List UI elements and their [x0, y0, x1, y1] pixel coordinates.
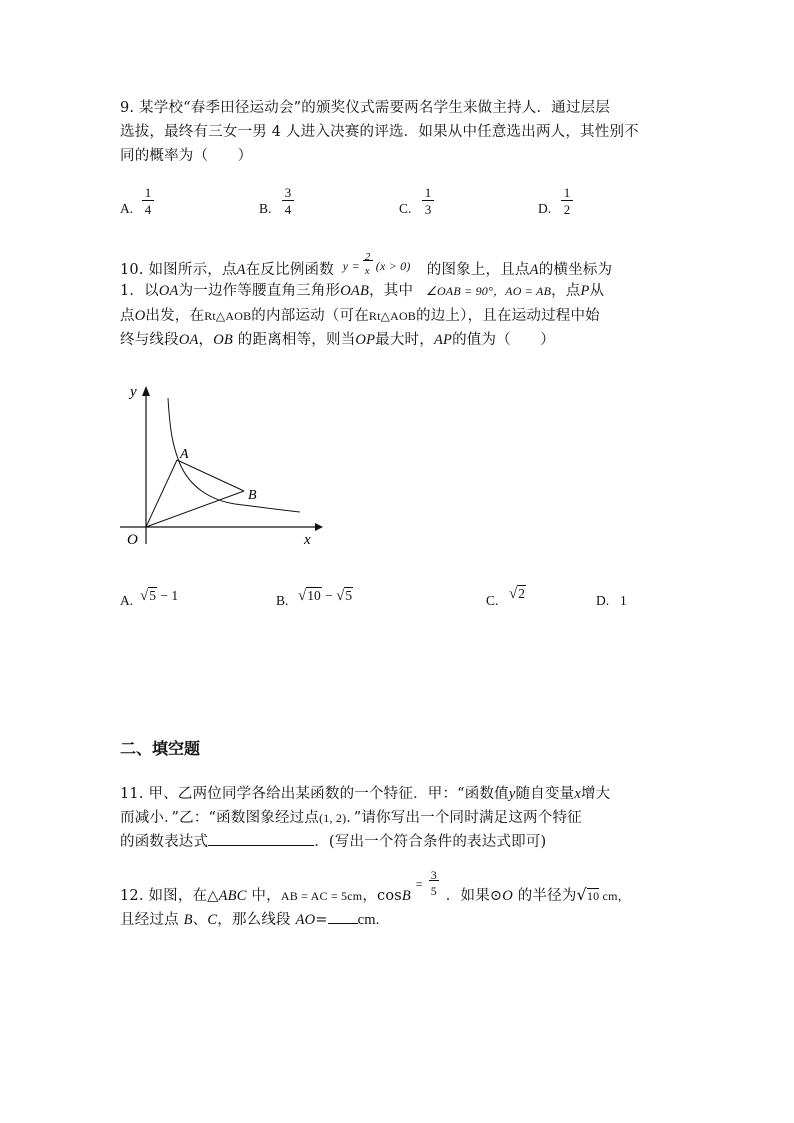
answer-blank[interactable]	[208, 831, 314, 846]
q10-line-1: 10. 如图所示，点A在反比例函数 y = 2 x (x > 0) 的图象上，且点A的横坐标为	[120, 251, 613, 278]
denominator: 3	[424, 202, 432, 217]
label-x: x	[304, 532, 311, 548]
option-label: B.	[259, 201, 272, 216]
option-label: D.	[538, 201, 552, 216]
option-label: C.	[486, 593, 499, 608]
denominator: 4	[284, 202, 292, 217]
fraction	[560, 185, 574, 218]
option-value: 1	[620, 593, 627, 608]
numerator: 1	[144, 185, 152, 200]
label-b: B	[248, 488, 257, 503]
answer-blank[interactable]	[328, 909, 358, 924]
radius-radicand: 10	[586, 889, 600, 903]
q11-line-3: 的函数表达式 ．(写出一个符合条件的表达式即可)	[120, 830, 546, 854]
option-label: A.	[120, 593, 134, 608]
fraction-bar	[422, 200, 434, 201]
option-label: C.	[399, 201, 412, 216]
q11-line-1: 11. 甲、乙两位同学各给出某函数的一个特征．甲：“函数值y随自变量x增大	[120, 786, 611, 802]
fraction	[281, 185, 295, 218]
label-o: O	[127, 532, 138, 548]
q9-line-2: 选拔，最终有三女一男 4 人进入决赛的评选．如果从中任意选出两人，其性别不	[120, 124, 639, 140]
label-y: y	[130, 384, 137, 400]
q10-figure	[110, 372, 330, 552]
option-label: B.	[276, 593, 289, 608]
segment-ab	[177, 460, 244, 491]
fraction-bar	[561, 200, 573, 201]
x-axis-arrow	[315, 523, 323, 531]
label-a: A	[180, 447, 189, 462]
q12-line-2: 且经过点 B、C，那么线段 AO= cm.	[120, 908, 380, 932]
q10-line-3: 点O出发，在Rt△AOB的内部运动（可在Rt△AOB的边上），且在运动过程中始	[120, 308, 600, 324]
sqrt-expression: √10 − √5	[298, 588, 353, 604]
q10-line-2: 1．以OA为一边作等腰直角三角形OAB，其中 ∠OAB = 90°，AO = AB，点P从	[120, 283, 605, 299]
section-title: 二、填空题	[120, 739, 201, 758]
q10-line-4: 终与线段OA，OB 的距离相等，则当OP最大时，AP的值为（ ）	[120, 332, 555, 348]
q9-line-3: 同的概率为（ ）	[120, 148, 253, 164]
sqrt-expression: √2	[509, 586, 525, 602]
fraction-bar	[142, 200, 154, 201]
fraction	[421, 185, 435, 218]
q12-line-1: 12. 如图，在△ABC 中，AB = AC = 5cm，cosB = 3 5 ．如果⊙O 的半径为√10 cm，	[120, 868, 630, 904]
numerator: 1	[424, 185, 432, 200]
function-formula: y = 2 x (x > 0)	[342, 251, 411, 277]
q9-line-1: 9. 某学校“春季田径运动会”的颁奖仪式需要两名学生来做主持人．通过层层	[120, 100, 610, 116]
q11-line-2: 而减小．”乙：“函数图象经过点(1, 2)．”请你写出一个同时满足这两个特征	[120, 810, 582, 826]
sqrt-expression: √5 − 1	[140, 588, 179, 604]
denominator: 4	[144, 202, 152, 217]
fraction	[141, 185, 155, 218]
equation: AB = AC = 5cm	[280, 889, 363, 903]
option-label: D.	[596, 593, 610, 608]
numerator: 1	[563, 185, 571, 200]
cos-fraction: = 3 5	[415, 868, 437, 898]
condition-formula: ∠OAB = 90°，AO = AB	[425, 284, 552, 298]
numerator: 3	[284, 185, 292, 200]
fraction-bar	[282, 200, 294, 201]
denominator: 2	[563, 202, 571, 217]
option-label: A.	[120, 201, 134, 216]
y-axis-arrow	[142, 386, 150, 396]
point-coordinates: (1, 2)	[319, 811, 347, 825]
